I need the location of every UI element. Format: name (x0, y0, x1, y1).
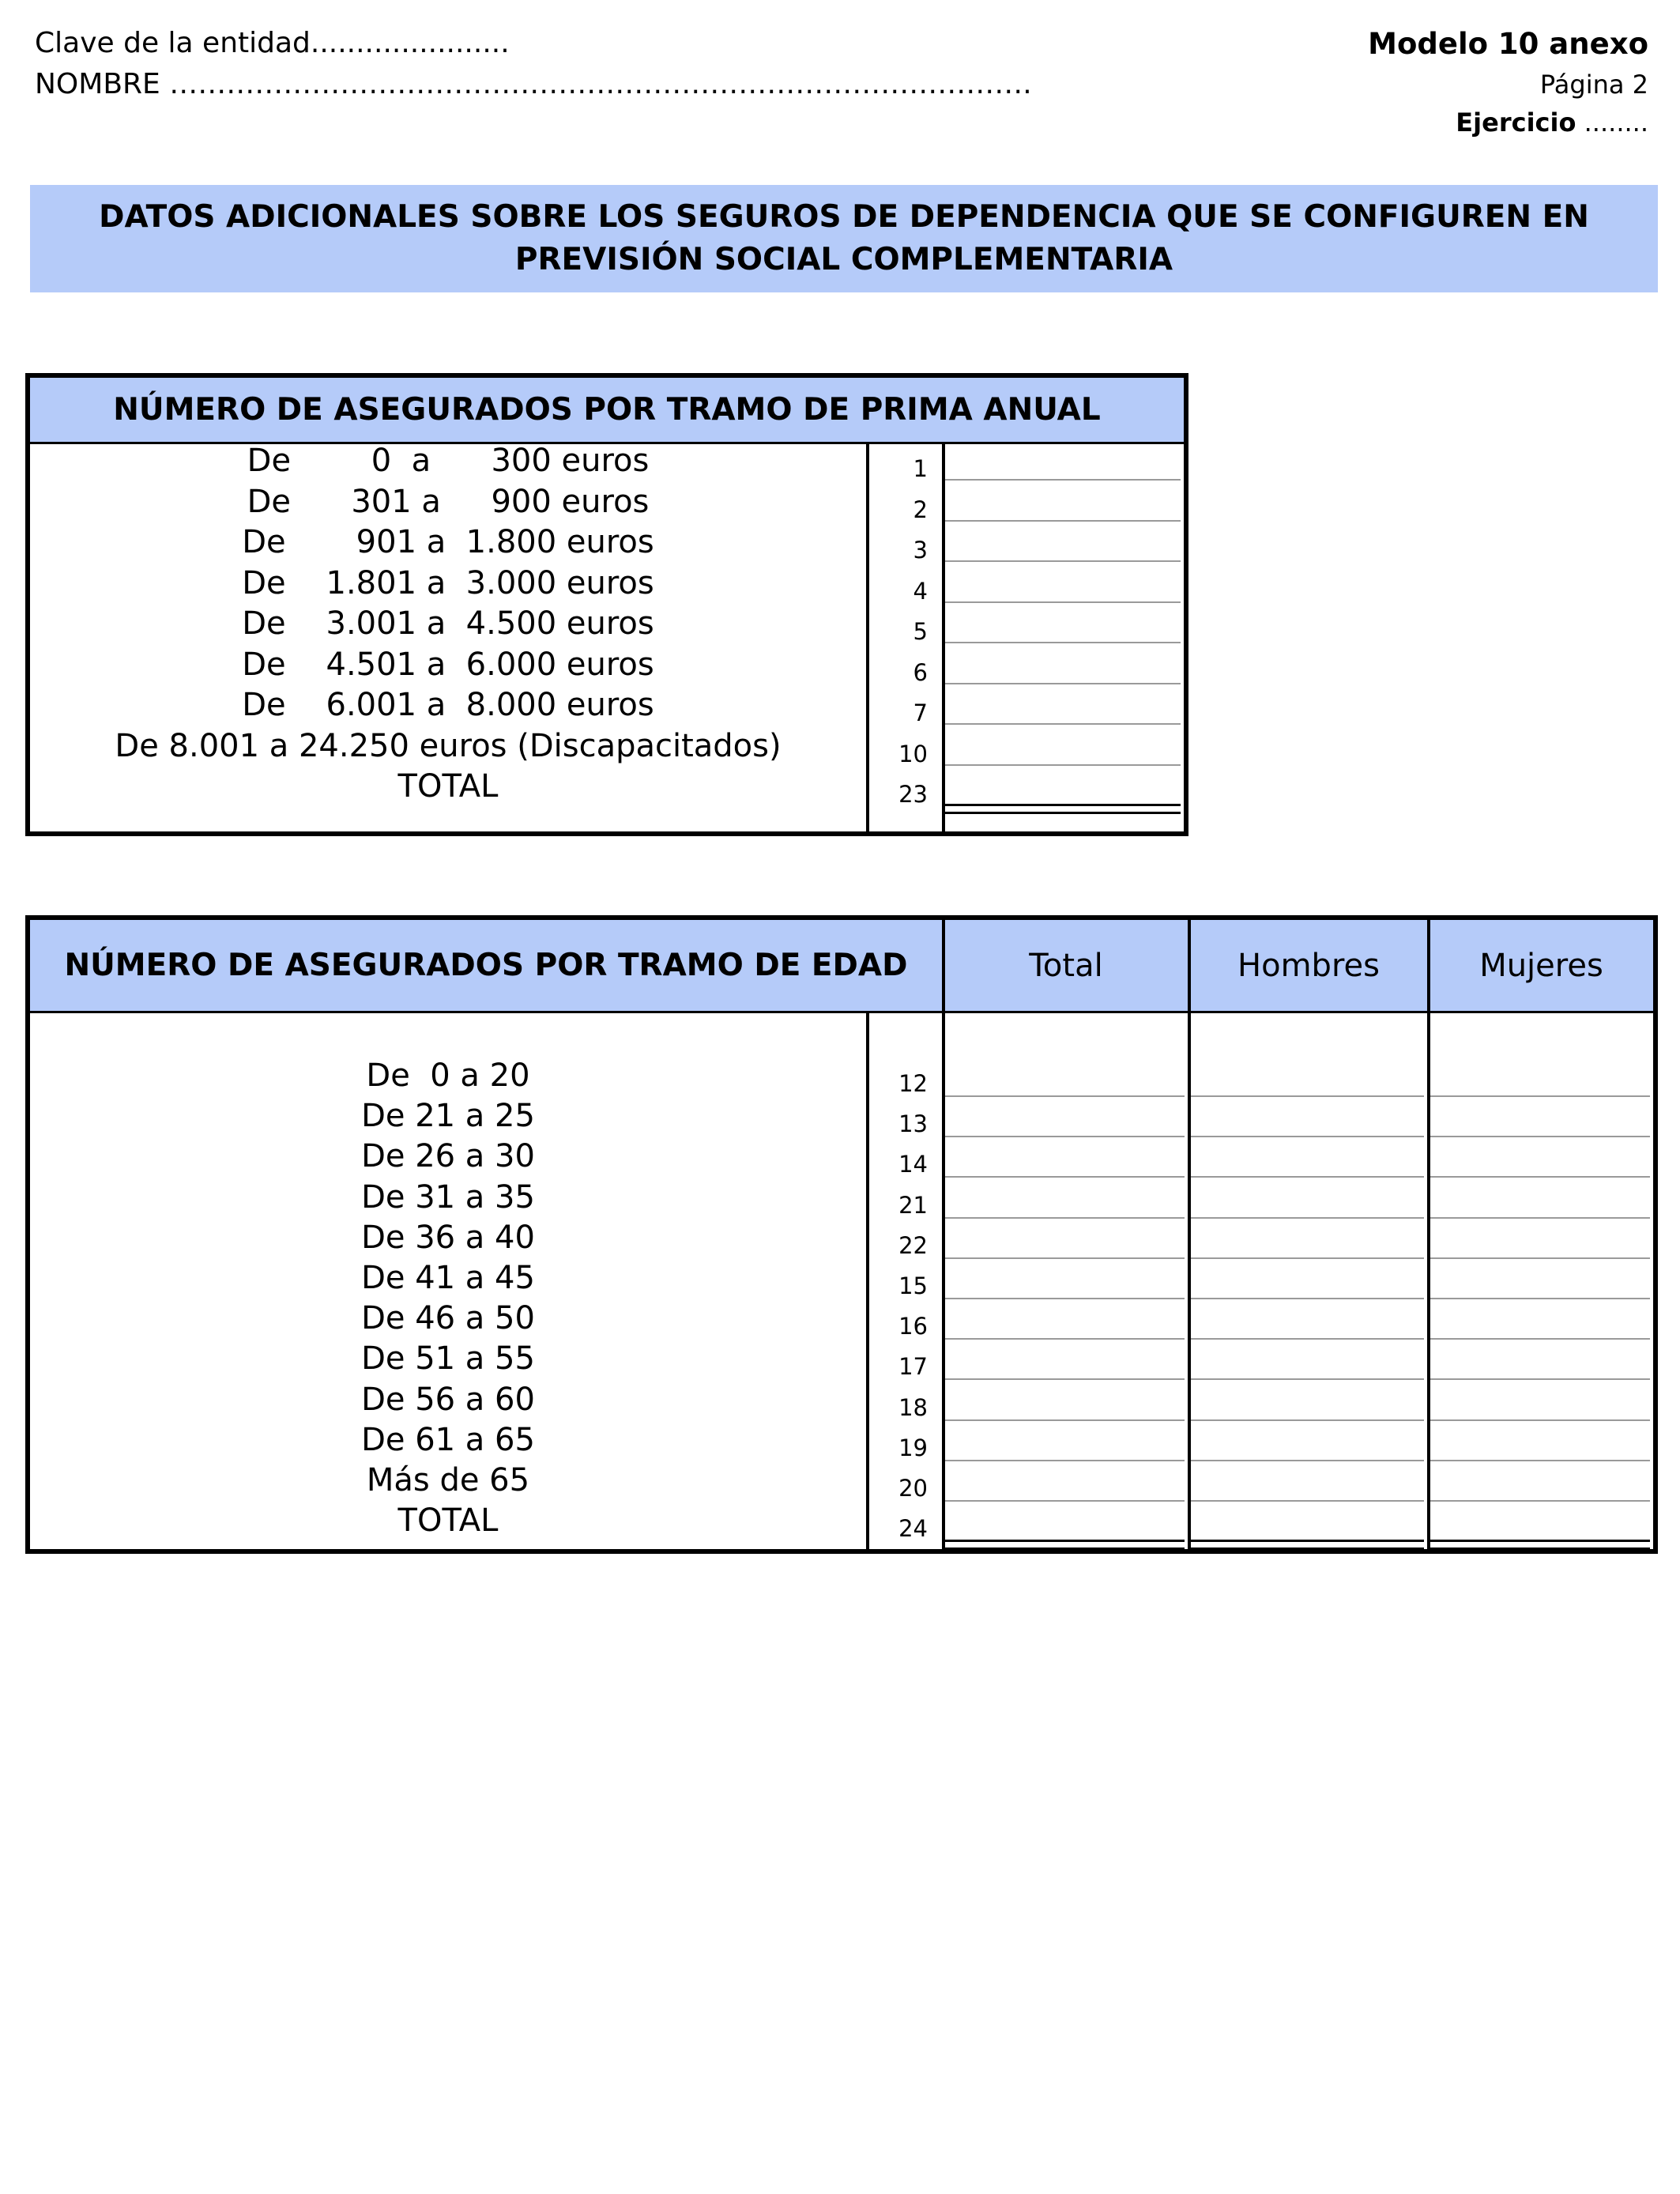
total-double-underline (1430, 1547, 1650, 1550)
value-cell-total[interactable] (945, 1218, 1185, 1257)
value-cell-hombres[interactable] (1191, 1461, 1424, 1499)
row-code: 2 (913, 496, 928, 523)
row-code: 17 (898, 1353, 928, 1381)
row-code: 13 (898, 1110, 928, 1138)
value-cell[interactable] (945, 562, 1181, 601)
edad-range-label: De 36 a 40 (361, 1219, 535, 1256)
table-prima-anual (25, 373, 1188, 836)
prima-range-label: De 901 a 1.800 euros (242, 524, 654, 560)
total-underline (945, 804, 1181, 806)
prima-range-label: De 6.001 a 8.000 euros (242, 687, 654, 723)
prima-range-label: De 4.501 a 6.000 euros (242, 646, 654, 683)
edad-range-label: De 0 a 20 (366, 1057, 530, 1094)
value-cell[interactable] (945, 643, 1181, 683)
row-code: 21 (898, 1191, 928, 1219)
prima-range-label: De 301 a 900 euros (247, 483, 650, 520)
value-cell-total[interactable] (945, 1339, 1185, 1378)
row-code: 5 (913, 618, 928, 645)
column-header-hombres: Hombres (1237, 947, 1380, 984)
value-cell-hombres[interactable] (1191, 1258, 1424, 1297)
column-header-mujeres: Mujeres (1479, 947, 1603, 984)
value-cell-mujeres[interactable] (1430, 1056, 1650, 1095)
value-cell-mujeres[interactable] (1430, 1096, 1650, 1135)
value-cell-total[interactable] (945, 1258, 1185, 1297)
row-code: 12 (898, 1070, 928, 1097)
value-cell-hombres[interactable] (1191, 1380, 1424, 1419)
row-code: 18 (898, 1393, 928, 1421)
prima-range-label: De 8.001 a 24.250 euros (Discapacitados) (115, 727, 782, 764)
row-code: 3 (913, 537, 928, 564)
value-cell-hombres[interactable] (1191, 1501, 1424, 1540)
value-cell-mujeres[interactable] (1430, 1137, 1650, 1175)
prima-range-label: De 1.801 a 3.000 euros (242, 564, 654, 601)
row-code: 23 (898, 781, 928, 808)
table-edad-header (30, 920, 1653, 1013)
column-divider (866, 444, 869, 831)
value-cell[interactable] (945, 725, 1181, 764)
value-cell-total[interactable] (945, 1461, 1185, 1499)
value-cell-hombres[interactable] (1191, 1096, 1424, 1135)
row-code: 20 (898, 1475, 928, 1502)
value-cell[interactable] (945, 684, 1181, 723)
value-cell-mujeres[interactable] (1430, 1339, 1650, 1378)
total-double-underline (945, 1547, 1185, 1550)
page-number: Página 2 (1539, 70, 1648, 100)
value-cell-hombres[interactable] (1191, 1137, 1424, 1175)
value-cell-total[interactable] (945, 1299, 1185, 1337)
prima-range-label: De 0 a 300 euros (247, 443, 650, 479)
value-cell-hombres[interactable] (1191, 1339, 1424, 1378)
row-code: 7 (913, 699, 928, 726)
total-label: TOTAL (397, 1502, 499, 1540)
value-cell-hombres[interactable] (1191, 1178, 1424, 1216)
row-code: 22 (898, 1231, 928, 1259)
banner-title-line2: PREVISIÓN SOCIAL COMPLEMENTARIA (514, 242, 1173, 277)
ejercicio-label: Ejercicio (1456, 107, 1576, 138)
row-code: 19 (898, 1434, 928, 1461)
value-cell-mujeres[interactable] (1430, 1258, 1650, 1297)
total-label: TOTAL (397, 768, 499, 805)
banner-title-line1: DATOS ADICIONALES SOBRE LOS SEGUROS DE DEPENDENCIA QUE SE CONFIGUREN EN (99, 199, 1589, 235)
edad-range-label: De 21 a 25 (361, 1098, 535, 1135)
value-cell-total[interactable] (945, 1056, 1185, 1095)
value-cell-hombres[interactable] (1191, 1218, 1424, 1257)
value-cell-total[interactable] (945, 1178, 1185, 1216)
row-code: 10 (898, 740, 928, 767)
value-cell[interactable] (945, 521, 1181, 560)
value-cell-mujeres[interactable] (1430, 1501, 1650, 1540)
prima-range-label: De 3.001 a 4.500 euros (242, 605, 654, 642)
table-edad (25, 915, 1658, 1554)
value-cell-hombres[interactable] (1191, 1056, 1424, 1095)
value-cell[interactable] (945, 439, 1181, 479)
total-underline (1191, 1540, 1424, 1542)
value-cell[interactable] (945, 481, 1181, 520)
row-code: 15 (898, 1272, 928, 1299)
value-cell-total[interactable] (945, 765, 1181, 805)
value-cell-mujeres[interactable] (1430, 1218, 1650, 1257)
total-underline (1430, 1540, 1650, 1542)
section-banner (30, 185, 1658, 292)
value-cell[interactable] (945, 602, 1181, 642)
edad-range-label: De 31 a 35 (361, 1178, 535, 1216)
clave-entidad-label: Clave de la entidad...................... (35, 27, 510, 59)
row-code: 4 (913, 577, 928, 605)
table-prima-title: NÚMERO DE ASEGURADOS POR TRAMO DE PRIMA ANUAL (30, 378, 1184, 444)
value-cell-total[interactable] (945, 1137, 1185, 1175)
value-cell-hombres[interactable] (1191, 1420, 1424, 1459)
edad-range-label: De 41 a 45 (361, 1260, 535, 1296)
value-cell-hombres[interactable] (1191, 1299, 1424, 1337)
row-code: 16 (898, 1313, 928, 1340)
value-cell-mujeres[interactable] (1430, 1299, 1650, 1337)
edad-range-label: De 26 a 30 (361, 1138, 535, 1175)
ejercicio-field (1456, 107, 1648, 138)
row-code: 6 (913, 658, 928, 686)
column-header-total: Total (1029, 947, 1103, 984)
column-divider (866, 1013, 869, 1549)
row-code: 14 (898, 1151, 928, 1178)
row-code: 24 (898, 1515, 928, 1543)
total-double-underline (1191, 1547, 1424, 1550)
value-cell-total[interactable] (945, 1380, 1185, 1419)
table-edad-title: NÚMERO DE ASEGURADOS POR TRAMO DE EDAD (64, 948, 908, 983)
edad-range-label: De 46 a 50 (361, 1300, 535, 1337)
value-cell-total[interactable] (945, 1501, 1185, 1540)
value-cell-mujeres[interactable] (1430, 1380, 1650, 1419)
nombre-label: NOMBRE ………………………………………………………………………………. (35, 68, 1032, 100)
ejercicio-dots: ........ (1576, 107, 1648, 138)
value-cell-mujeres[interactable] (1430, 1420, 1650, 1459)
total-double-underline (945, 812, 1181, 814)
edad-range-label: Más de 65 (366, 1462, 530, 1498)
edad-range-label: De 61 a 65 (361, 1421, 535, 1458)
edad-range-label: De 51 a 55 (361, 1340, 535, 1378)
value-cell-mujeres[interactable] (1430, 1461, 1650, 1499)
value-cell-total[interactable] (945, 1096, 1185, 1135)
value-cell-total[interactable] (945, 1420, 1185, 1459)
value-cell-mujeres[interactable] (1430, 1178, 1650, 1216)
edad-range-label: De 56 a 60 (361, 1381, 535, 1418)
total-underline (945, 1540, 1185, 1542)
row-code: 1 (913, 455, 928, 482)
modelo-title: Modelo 10 anexo (1368, 27, 1648, 61)
